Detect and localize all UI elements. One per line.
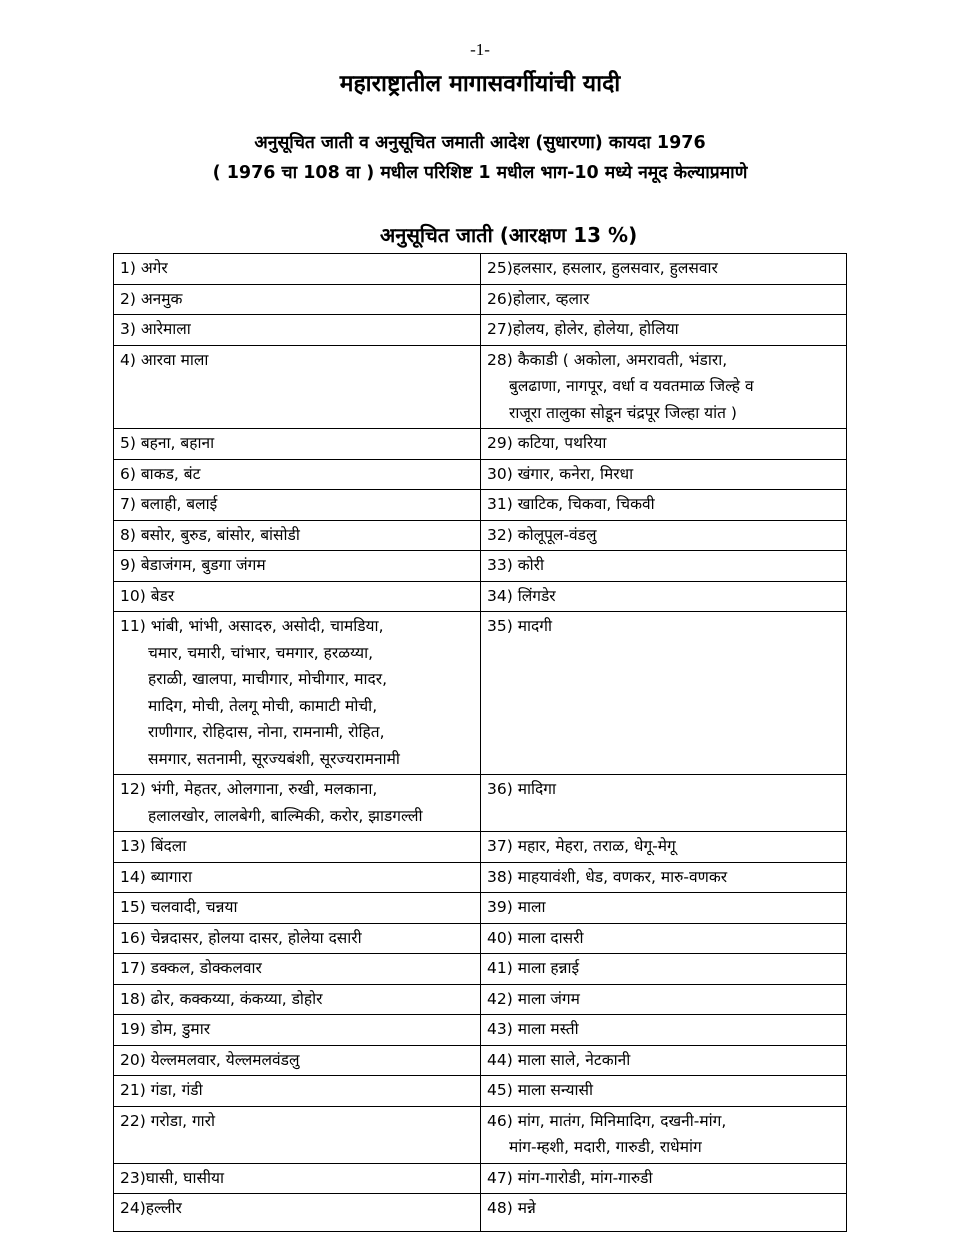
table-row bbox=[114, 254, 847, 285]
entry-cell-right bbox=[481, 345, 847, 429]
entry-cell-right bbox=[481, 429, 847, 460]
entry-cell-left bbox=[114, 284, 481, 315]
entry-text: 22) गरोडा, गारो bbox=[120, 1111, 216, 1130]
entry-cell-right bbox=[481, 1015, 847, 1046]
entry-continuation: बुलढाणा, नागपूर, वर्धा व यवतमाळ जिल्हे व bbox=[509, 377, 754, 395]
entry-text: 42) माला जंगम bbox=[487, 989, 580, 1008]
table-row bbox=[114, 1106, 847, 1163]
entry-text: 25)हलसार, हसलार, हुलसवार, हुलसवार bbox=[487, 259, 718, 277]
table-row bbox=[114, 345, 847, 429]
entry-text: 23)घासी, घासीया bbox=[120, 1168, 224, 1187]
table-row bbox=[114, 581, 847, 612]
subtitle-schedule: ( 1976 चा 108 वा ) मधील परिशिष्ट 1 मधील भाग-10 मध्ये नमूद केल्याप्रमाणे bbox=[212, 163, 748, 183]
entry-cell-right bbox=[481, 490, 847, 521]
entry-cell-right bbox=[481, 1045, 847, 1076]
entry-text: 44) माला साले, नेटकानी bbox=[487, 1050, 631, 1069]
table-row bbox=[114, 520, 847, 551]
page-title: महाराष्ट्रातील मागासवर्गीयांची यादी bbox=[339, 71, 621, 97]
table-row bbox=[114, 429, 847, 460]
entry-cell-right bbox=[481, 1076, 847, 1107]
table-row bbox=[114, 893, 847, 924]
entry-cell-right bbox=[481, 1163, 847, 1194]
entry-text: 33) कोरी bbox=[487, 556, 544, 574]
table-row bbox=[114, 612, 847, 775]
entry-text: 29) कटिया, पथरिया bbox=[487, 434, 607, 452]
entry-text: 35) मादगी bbox=[487, 617, 552, 635]
table-row bbox=[114, 775, 847, 832]
entry-cell-right bbox=[481, 612, 847, 775]
table-row bbox=[114, 984, 847, 1015]
entry-cell-left bbox=[114, 345, 481, 429]
entry-text: 2) अनमुक bbox=[120, 289, 183, 308]
entry-text: 5) बहना, बहाना bbox=[120, 434, 215, 452]
entry-continuation: राजूरा तालुका सोडून चंद्रपूर जिल्हा यांत ) bbox=[509, 403, 737, 422]
entry-cell-left bbox=[114, 954, 481, 985]
entry-text: 19) डोम, डुमार bbox=[120, 1020, 211, 1038]
entry-cell-right bbox=[481, 984, 847, 1015]
entry-text: 32) कोलूपूल-वंडलु bbox=[487, 525, 597, 544]
entry-text: 9) बेडाजंगम, बुडगा जंगम bbox=[120, 556, 266, 574]
entry-text: 20) येल्लमलवार, येल्लमलवंडलु bbox=[120, 1050, 300, 1069]
entry-text: 40) माला दासरी bbox=[487, 928, 584, 947]
table-row bbox=[114, 315, 847, 346]
entry-text: 11) भांबी, भांभी, असादरु, असोदी, चामडिया, bbox=[120, 617, 384, 635]
entry-cell-right bbox=[481, 1106, 847, 1163]
entry-continuation: चमार, चमारी, चांभार, चमगार, हरळय्या, bbox=[148, 643, 374, 662]
entry-cell-left bbox=[114, 520, 481, 551]
entry-cell-left bbox=[114, 832, 481, 863]
entry-text: 43) माला मस्ती bbox=[487, 1020, 579, 1038]
entry-cell-right bbox=[481, 581, 847, 612]
entry-cell-left bbox=[114, 1194, 481, 1232]
entry-continuation: राणीगार, रोहिदास, नोना, रामनामी, रोहित, bbox=[148, 723, 385, 741]
entry-cell-left bbox=[114, 1106, 481, 1163]
entry-text: 45) माला सन्यासी bbox=[487, 1081, 593, 1099]
entry-cell-left bbox=[114, 1015, 481, 1046]
table-row bbox=[114, 832, 847, 863]
table-row bbox=[114, 1015, 847, 1046]
entry-cell-right bbox=[481, 923, 847, 954]
entry-cell-left bbox=[114, 893, 481, 924]
entry-cell-left bbox=[114, 254, 481, 285]
table-row bbox=[114, 459, 847, 490]
entry-text: 38) माहयावंशी, धेड, वणकर, मारु-वणकर bbox=[487, 867, 728, 886]
entry-cell-left bbox=[114, 581, 481, 612]
entry-cell-right bbox=[481, 832, 847, 863]
entry-text: 34) लिंगडेर bbox=[487, 586, 556, 605]
entry-text: 37) महार, मेहरा, तराळ, धेगू-मेगू bbox=[487, 837, 676, 855]
table-row bbox=[114, 551, 847, 582]
entry-text: 17) डक्कल, डोक्कलवार bbox=[120, 959, 262, 977]
entry-cell-right bbox=[481, 284, 847, 315]
entry-cell-right bbox=[481, 254, 847, 285]
page-number: -1- bbox=[470, 40, 490, 59]
entry-cell-right bbox=[481, 459, 847, 490]
entry-text: 1) अगेर bbox=[120, 259, 168, 277]
entry-continuation: मांग-म्हशी, मदारी, गारुडी, राधेमांग bbox=[509, 1138, 702, 1156]
entry-text: 18) ढोर, कक्कय्या, कंकय्या, डोहोर bbox=[120, 989, 323, 1008]
entry-cell-left bbox=[114, 429, 481, 460]
entry-continuation: हराळी, खालपा, माचीगार, मोचीगार, मादर, bbox=[148, 670, 388, 688]
entry-text: 28) कैकाडी ( अकोला, अमरावती, भंडारा, bbox=[487, 350, 728, 369]
entry-text: 8) बसोर, बुरुड, बांसोर, बांसोडी bbox=[120, 525, 300, 544]
table-row bbox=[114, 954, 847, 985]
entry-cell-left bbox=[114, 459, 481, 490]
entry-text: 16) चेन्नदासर, होलया दासर, होलेया दसारी bbox=[120, 928, 362, 947]
entry-cell-left bbox=[114, 923, 481, 954]
entry-text: 31) खाटिक, चिकवा, चिकवी bbox=[487, 495, 655, 513]
entry-text: 41) माला हन्नाई bbox=[487, 959, 580, 977]
subtitle-act: अनुसूचित जाती व अनुसूचित जमाती आदेश (सुधारणा) कायदा 1976 bbox=[254, 133, 706, 153]
entry-continuation: समगार, सतनामी, सूरज्यबंशी, सूरज्यरामनामी bbox=[148, 749, 400, 768]
section-heading: अनुसूचित जाती (आरक्षण 13 %) bbox=[380, 223, 638, 247]
entry-text: 15) चलवादी, चन्नया bbox=[120, 898, 238, 916]
entry-cell-left bbox=[114, 862, 481, 893]
entry-text: 46) मांग, मातंग, मिनिमादिग, दखनी-मांग, bbox=[487, 1111, 727, 1130]
entry-cell-left bbox=[114, 1045, 481, 1076]
entry-cell-right bbox=[481, 954, 847, 985]
entry-text: 7) बलाही, बलाई bbox=[120, 495, 218, 513]
entry-cell-right bbox=[481, 551, 847, 582]
table-row bbox=[114, 862, 847, 893]
entry-text: 24)हल्लीर bbox=[120, 1199, 182, 1217]
entry-text: 10) बेडर bbox=[120, 586, 175, 605]
entry-cell-right bbox=[481, 520, 847, 551]
entry-text: 14) ब्यागारा bbox=[120, 867, 192, 886]
entry-text: 39) माला bbox=[487, 898, 546, 916]
entry-cell-left bbox=[114, 315, 481, 346]
entry-cell-left bbox=[114, 984, 481, 1015]
caste-list-table bbox=[113, 253, 847, 1232]
entry-continuation: हलालखोर, लालबेगी, बाल्मिकी, करोर, झाडगल्ली bbox=[148, 806, 423, 825]
entry-text: 27)होलय, होलेर, होलेया, होलिया bbox=[487, 320, 679, 338]
table-row bbox=[114, 284, 847, 315]
entry-cell-right bbox=[481, 775, 847, 832]
entry-cell-left bbox=[114, 490, 481, 521]
table-row bbox=[114, 1163, 847, 1194]
entry-text: 21) गंडा, गंडी bbox=[120, 1081, 203, 1099]
entry-cell-left bbox=[114, 775, 481, 832]
entry-text: 12) भंगी, मेहतर, ओलगाना, रुखी, मलकाना, bbox=[120, 780, 378, 798]
entry-cell-left bbox=[114, 612, 481, 775]
entry-cell-right bbox=[481, 862, 847, 893]
entry-text: 30) खंगार, कनेरा, मिरधा bbox=[487, 464, 634, 483]
entry-text: 3) आरेमाला bbox=[120, 320, 191, 338]
entry-cell-left bbox=[114, 551, 481, 582]
entry-text: 26)होलार, व्हलार bbox=[487, 289, 590, 308]
entry-text: 6) बाकड, बंट bbox=[120, 464, 201, 483]
table-row bbox=[114, 1045, 847, 1076]
entry-cell-right bbox=[481, 315, 847, 346]
entry-cell-left bbox=[114, 1163, 481, 1194]
table-row bbox=[114, 1194, 847, 1232]
entry-text: 48) मन्ने bbox=[487, 1199, 536, 1217]
entry-cell-right bbox=[481, 893, 847, 924]
entry-text: 47) मांग-गारोडी, मांग-गारुडी bbox=[487, 1168, 653, 1187]
table-row bbox=[114, 490, 847, 521]
entry-cell-left bbox=[114, 1076, 481, 1107]
entry-text: 4) आरवा माला bbox=[120, 350, 209, 369]
table-row bbox=[114, 1076, 847, 1107]
table-row bbox=[114, 923, 847, 954]
entry-cell-right bbox=[481, 1194, 847, 1232]
entry-text: 13) बिंदला bbox=[120, 837, 187, 855]
entry-continuation: मादिग, मोची, तेलगू मोची, कामाटी मोची, bbox=[148, 696, 378, 715]
entry-text: 36) मादिगा bbox=[487, 780, 556, 798]
